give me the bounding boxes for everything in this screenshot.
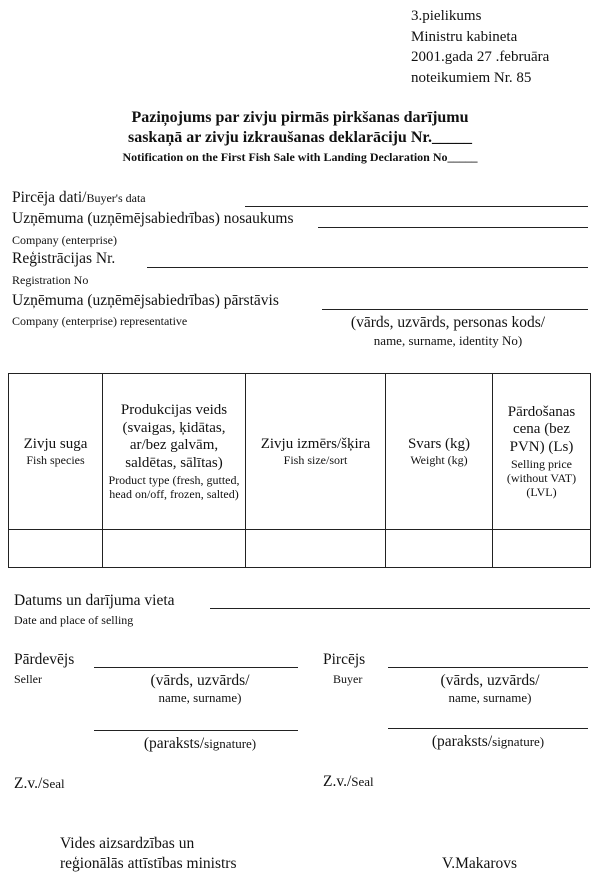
- minister-line-2: reģionālās attīstības ministrs: [60, 855, 237, 872]
- cell-weight[interactable]: [386, 530, 493, 568]
- cell-size[interactable]: [246, 530, 386, 568]
- title-lv-line-2: saskaņā ar zivju izkraušanas deklarāciju Nr._____: [127, 129, 473, 146]
- cell-species[interactable]: [9, 530, 103, 568]
- date-place-label-lv: Datums un darījuma vieta: [14, 592, 175, 609]
- fish-sale-table: [8, 373, 591, 568]
- representative-input-line[interactable]: [322, 309, 588, 310]
- minister-line-1: Vides aizsardzības un: [60, 835, 195, 852]
- buyer-data-label: [12, 189, 146, 207]
- seller-signature-note: [110, 735, 290, 753]
- buyer-data-input-line[interactable]: [245, 206, 588, 207]
- buyer-data-label-lv: Pircēja dati/: [12, 189, 87, 206]
- company-input-line[interactable]: [318, 227, 588, 228]
- annex-line-1: 3.pielikums: [411, 8, 482, 24]
- buyer-signature-line[interactable]: [388, 728, 588, 729]
- company-label-lv: Uzņēmuma (uzņēmējsabiedrības) nosaukums: [12, 210, 294, 227]
- title-en: Notification on the First Fish Sale with Landing Declaration No_____: [122, 150, 478, 164]
- column-header-weight: Svars (kg) Weight (kg): [386, 374, 493, 530]
- buyer-name-note-lv: (vārds, uzvārds/: [440, 672, 540, 689]
- seller-seal-en: Seal: [42, 776, 65, 791]
- seller-signature-line[interactable]: [94, 730, 298, 731]
- seller-name-note-lv: (vārds, uzvārds/: [150, 672, 250, 689]
- seller-name-note: [110, 672, 290, 706]
- representative-note-lv: (vārds, uzvārds, personas kods/: [350, 314, 546, 331]
- cell-price[interactable]: [493, 530, 591, 568]
- buyer-data-label-en: Buyer's data: [86, 191, 146, 205]
- annex-reference: [411, 6, 549, 88]
- column-header-price: Pārdošanas cena (bez PVN) (Ls) Selling price (without VAT) (LVL): [493, 374, 591, 530]
- column-header-product-type: Produkcijas veids (svaigas, ķidātas, ar/bez galvām, saldētas, sālītas) Product type (fresh, gutted, head on/off, frozen, salted): [103, 374, 246, 530]
- column-header-species: Zivju suga Fish species: [9, 374, 103, 530]
- date-place-label-en: Date and place of selling: [14, 613, 134, 627]
- buyer-label-lv: Pircējs: [323, 651, 366, 668]
- buyer-label-en: Buyer: [333, 672, 363, 686]
- buyer-seal: [323, 773, 374, 791]
- seller-seal: [14, 775, 65, 793]
- annex-line-3: 2001.gada 27 .februāra: [411, 49, 550, 65]
- buyer-name-line[interactable]: [388, 667, 588, 668]
- column-header-size: Zivju izmērs/šķira Fish size/sort: [246, 374, 386, 530]
- representative-note: [336, 314, 560, 349]
- seller-name-line[interactable]: [94, 667, 298, 668]
- buyer-signature-note-lv: (paraksts/: [431, 733, 493, 750]
- buyer-seal-en: Seal: [351, 774, 374, 789]
- buyer-signature-note: [398, 733, 578, 751]
- seller-seal-lv: Z.v./: [14, 775, 43, 792]
- seller-label-lv: Pārdevējs: [14, 651, 75, 668]
- title-lv-line-1: Paziņojums par zivju pirmās pirkšanas darījumu: [131, 109, 469, 126]
- buyer-name-note-en: name, surname): [448, 690, 532, 705]
- seller-signature-note-lv: (paraksts/: [143, 735, 205, 752]
- minister-name: V.Makarovs: [442, 855, 518, 872]
- date-place-input-line[interactable]: [210, 608, 590, 609]
- representative-label-lv: Uzņēmuma (uzņēmējsabiedrības) pārstāvis: [12, 292, 279, 309]
- representative-label-en: Company (enterprise) representative: [12, 314, 188, 328]
- buyer-signature-note-en: signature): [492, 734, 545, 749]
- seller-signature-note-en: signature): [204, 736, 257, 751]
- annex-line-4: noteikumiem Nr. 85: [411, 69, 532, 86]
- registration-input-line[interactable]: [147, 267, 588, 268]
- table-header-row: [9, 374, 591, 530]
- registration-label-lv: Reģistrācijas Nr.: [12, 250, 116, 267]
- cell-product-type[interactable]: [103, 530, 246, 568]
- company-label-en: Company (enterprise): [12, 233, 117, 247]
- representative-note-en: name, surname, identity No): [373, 333, 523, 348]
- seller-name-note-en: name, surname): [158, 690, 242, 705]
- buyer-name-note: [400, 672, 580, 706]
- seller-label-en: Seller: [14, 672, 42, 686]
- annex-line-2: Ministru kabineta: [411, 28, 518, 45]
- table-row: [9, 530, 591, 568]
- buyer-seal-lv: Z.v./: [323, 773, 352, 790]
- registration-label-en: Registration No: [12, 273, 89, 287]
